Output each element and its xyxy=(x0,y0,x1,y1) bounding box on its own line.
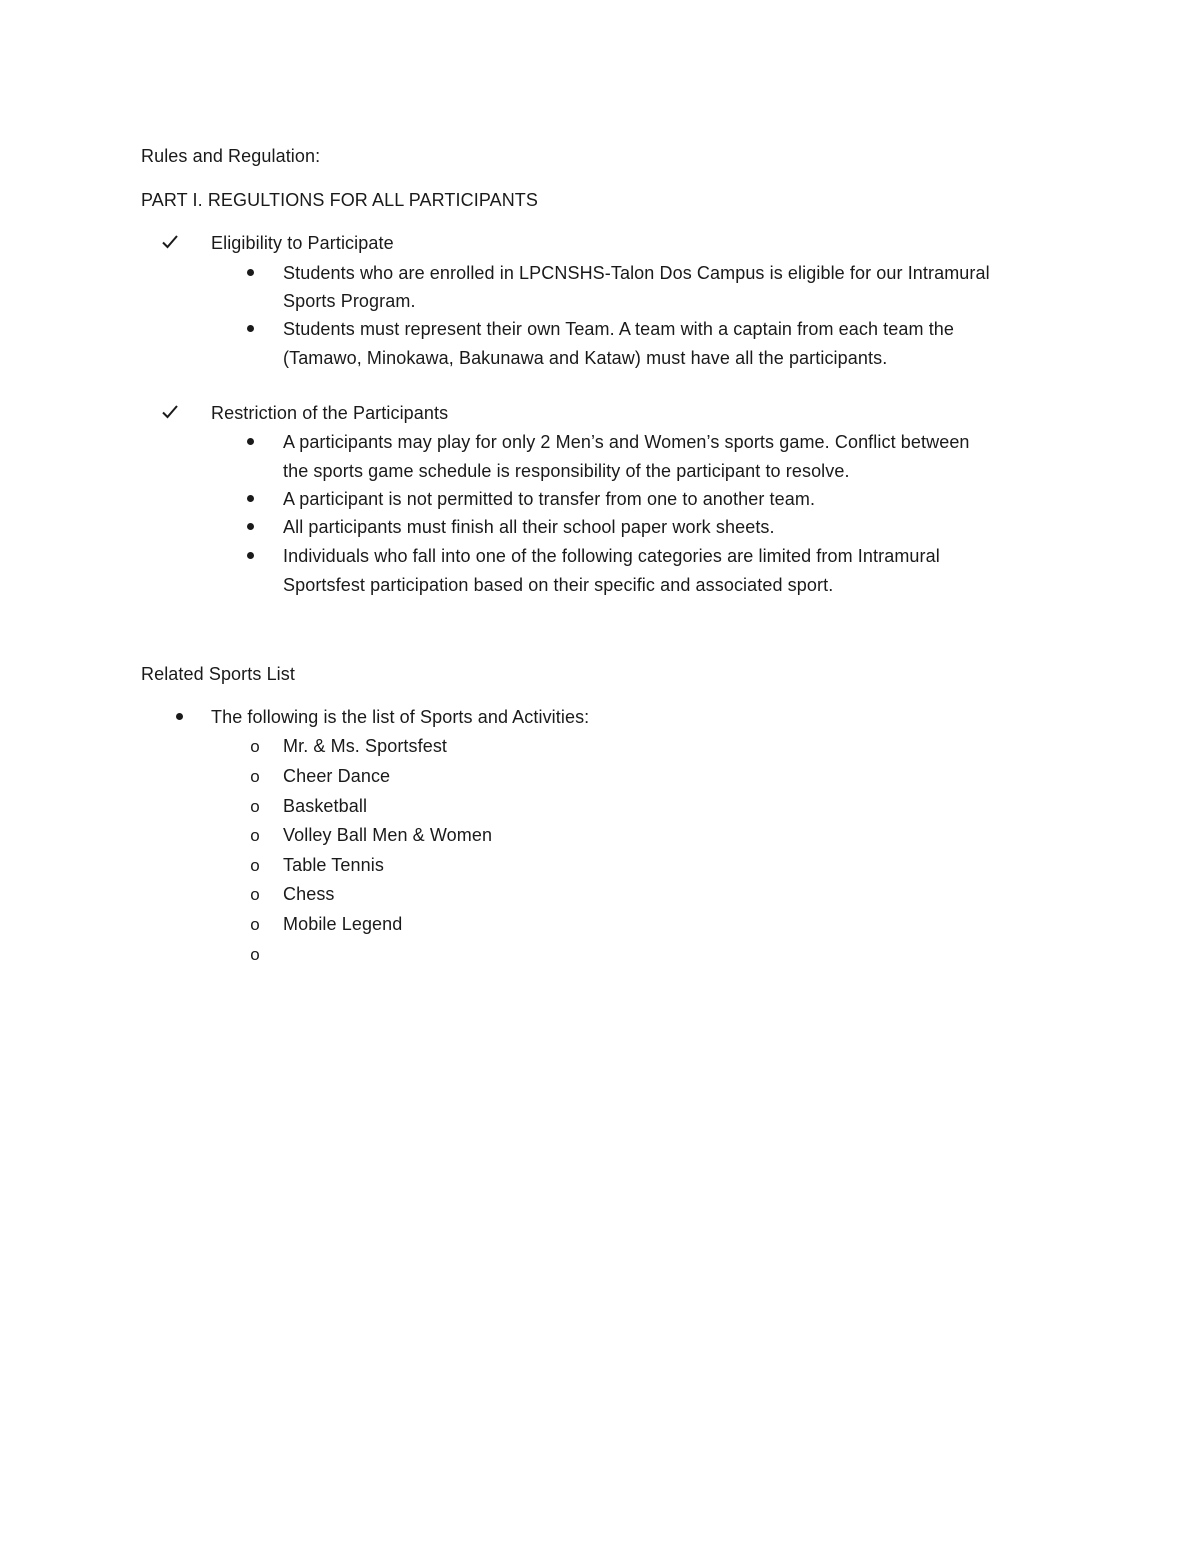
sport-item: Table Tennis xyxy=(283,855,384,875)
bullet-icon xyxy=(247,523,254,530)
circle-bullet-icon: o xyxy=(250,797,260,816)
list-item-line: Sports Program. xyxy=(283,291,416,311)
document-heading: Rules and Regulation: xyxy=(141,146,321,166)
related-title: Related Sports List xyxy=(141,664,295,684)
list-item-line: Students who are enrolled in LPCNSHS-Talon Dos Campus is eligible for our Intramural xyxy=(283,263,990,283)
sport-item: Mr. & Ms. Sportsfest xyxy=(283,736,448,756)
list-item-line: Students must represent their own Team. A team with a captain from each team the xyxy=(283,319,955,339)
sport-item: Basketball xyxy=(283,796,368,816)
list-item-line: Individuals who fall into one of the following categories are limited from Intramural xyxy=(283,546,940,566)
circle-bullet-icon: o xyxy=(250,737,260,756)
circle-bullet-icon: o xyxy=(250,767,260,786)
bullet-icon xyxy=(247,325,254,332)
sport-item: Volley Ball Men & Women xyxy=(283,825,493,845)
bullet-icon xyxy=(247,495,254,502)
sport-item: Cheer Dance xyxy=(283,766,391,786)
section-title-eligibility: Eligibility to Participate xyxy=(211,233,394,253)
bullet-icon xyxy=(247,438,254,445)
list-item-line: Sportsfest participation based on their specific and associated sport. xyxy=(283,575,834,595)
related-intro: The following is the list of Sports and Activities: xyxy=(211,707,590,727)
bullet-icon xyxy=(247,552,254,559)
circle-bullet-icon: o xyxy=(250,856,260,875)
list-item-line: A participant is not permitted to transfer from one to another team. xyxy=(283,489,816,509)
bullet-icon xyxy=(176,713,183,720)
circle-bullet-icon: o xyxy=(250,915,260,934)
sport-item: Chess xyxy=(283,884,335,904)
list-item-line: All participants must finish all their school paper work sheets. xyxy=(283,517,775,537)
circle-bullet-icon: o xyxy=(250,885,260,904)
bullet-icon xyxy=(247,269,254,276)
circle-bullet-icon: o xyxy=(250,826,260,845)
part-title: PART I. REGULTIONS FOR ALL PARTICIPANTS xyxy=(141,190,538,210)
circle-bullet-icon: o xyxy=(250,945,260,964)
checkmark-icon xyxy=(161,233,181,251)
sport-item: Mobile Legend xyxy=(283,914,403,934)
list-item-line: A participants may play for only 2 Men’s and Women’s sports game. Conflict between xyxy=(283,432,970,452)
list-item-line: (Tamawo, Minokawa, Bakunawa and Kataw) must have all the participants. xyxy=(283,348,888,368)
checkmark-icon xyxy=(161,403,181,421)
list-item-line: the sports game schedule is responsibility of the participant to resolve. xyxy=(283,461,850,481)
section-title-restriction: Restriction of the Participants xyxy=(211,403,449,423)
